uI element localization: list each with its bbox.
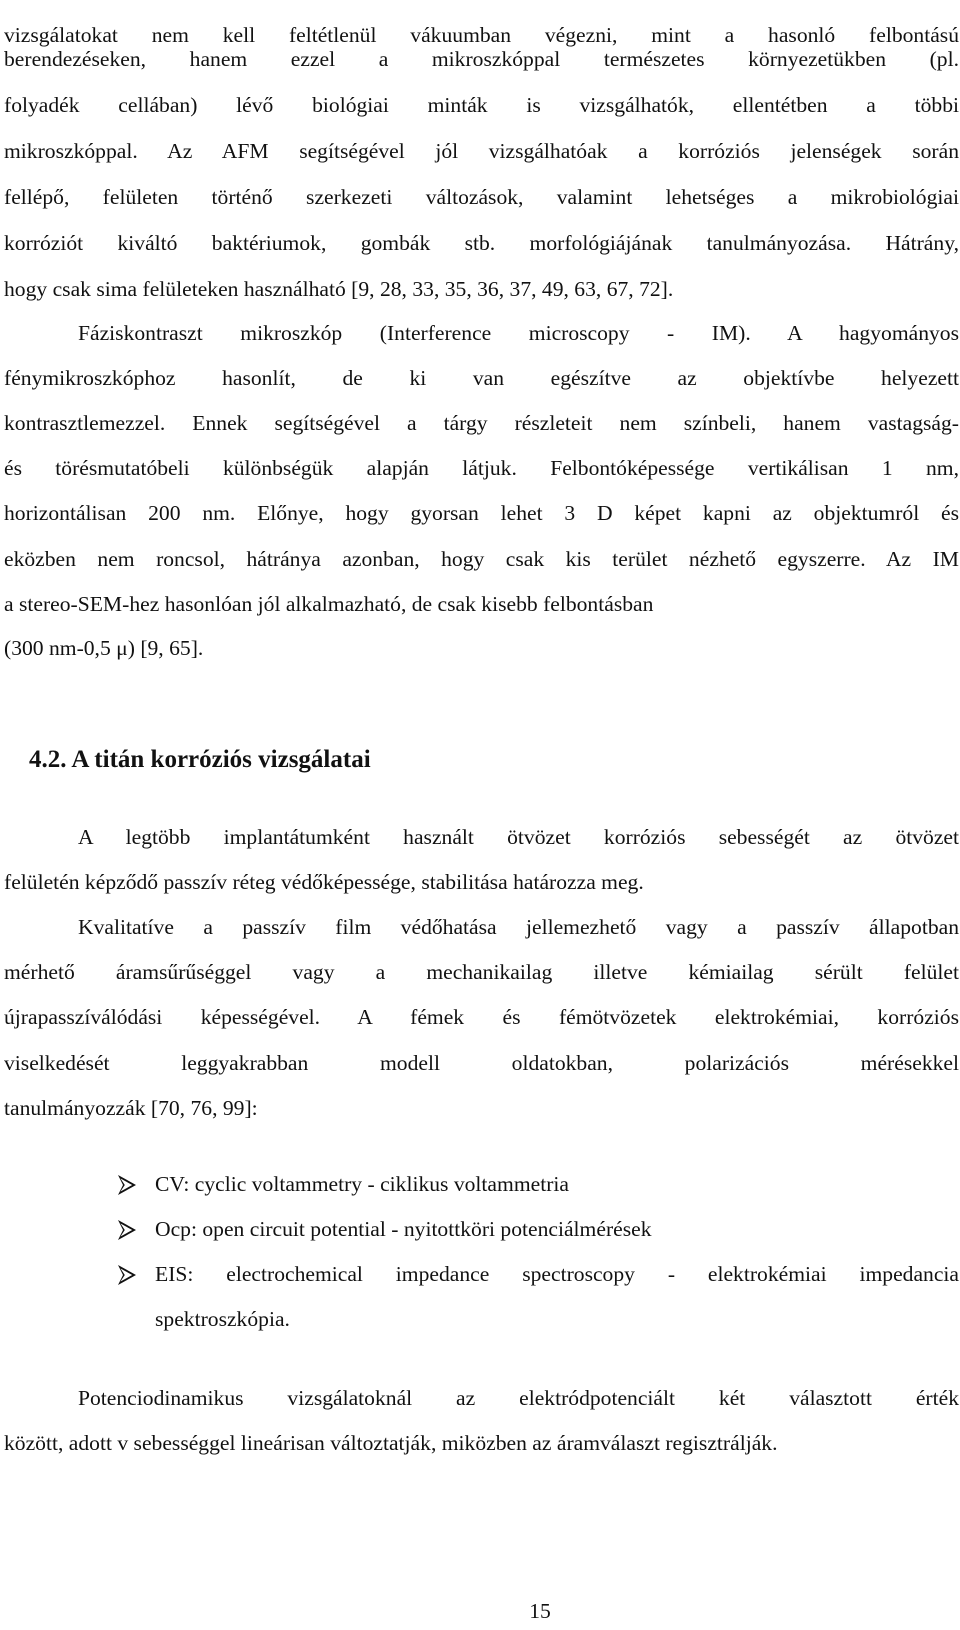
list-item-text: CV: cyclic voltammetry - ciklikus voltammetria [155,1172,569,1196]
text-line: újrapasszíválódási képességével. A fémek és fémötvözetek elektrokémiai, korróziós [4,1005,959,1029]
arrowhead-bullet-icon [115,1173,139,1197]
text-line: eközben nem roncsol, hátránya azonban, hogy csak kis terület nézhető egyszerre. Az IM [4,547,959,571]
text-line: Fáziskontraszt mikroszkóp (Interference microscopy - IM). A hagyományos [78,321,959,345]
page-number: 15 [529,1599,551,1623]
text-line: mikroszkóppal. Az AFM segítségével jól vizsgálhatóak a korróziós jelenségek során [4,139,959,163]
text-line: hogy csak sima felületeken használható [9, 28, 33, 35, 36, 37, 49, 63, 67, 72]. [4,277,674,301]
text-line: Kvalitatíve a passzív film védőhatása jellemezhető vagy a passzív állapotban [78,915,959,939]
text-line: horizontálisan 200 nm. Előnye, hogy gyorsan lehet 3 D képet kapni az objektumról és [4,501,959,525]
text-line: viselkedését leggyakrabban modell oldatokban, polarizációs mérésekkel [4,1051,959,1075]
text-line: a stereo-SEM-hez hasonlóan jól alkalmazható, de csak kisebb felbontásban [4,592,654,616]
text-line: fénymikroszkóphoz hasonlít, de ki van egészítve az objektívbe helyezett [4,366,959,390]
text-line: fellépő, felületen történő szerkezeti változások, valamint lehetséges a mikrobiológiai [4,185,959,209]
text-line: mérhető áramsűrűséggel vagy a mechanikailag illetve kémiailag sérült felület [4,960,959,984]
text-line: folyadék cellában) lévő biológiai minták is vizsgálhatók, ellentétben a többi [4,93,959,117]
text-line: tanulmányozzák [70, 76, 99]: [4,1096,258,1120]
text-line: (300 nm-0,5 μ) [9, 65]. [4,636,204,660]
text-line: kontrasztlemezzel. Ennek segítségével a tárgy részleteit nem színbeli, hanem vastagság- [4,411,959,435]
text-line: berendezéseken, hanem ezzel a mikroszkóppal természetes környezetükben (pl. [4,47,959,71]
text-line: korróziót kiváltó baktériumok, gombák stb. morfológiájának tanulmányozása. Hátrány, [4,231,959,255]
text-line: Potenciodinamikus vizsgálatoknál az elektródpotenciált két választott érték [78,1386,959,1410]
arrowhead-bullet-icon [115,1218,139,1242]
text-line: között, adott v sebességgel lineárisan változtatják, miközben az áramválaszt regisztrálják. [4,1431,778,1455]
document-page [4,0,959,1630]
list-item-text: spektroszkópia. [155,1307,290,1331]
text-line: és törésmutatóbeli különbségük alapján látjuk. Felbontóképessége vertikálisan 1 nm, [4,456,959,480]
list-item-text: EIS: electrochemical impedance spectroscopy - elektrokémiai impedancia [155,1262,959,1286]
list-item-text: Ocp: open circuit potential - nyitottköri potenciálmérések [155,1217,652,1241]
text-line: felületén képződő passzív réteg védőképessége, stabilitása határozza meg. [4,870,644,894]
text-line: A legtöbb implantátumként használt ötvözet korróziós sebességét az ötvözet [78,825,959,849]
arrowhead-bullet-icon [115,1263,139,1287]
section-heading: 4.2. A titán korróziós vizsgálatai [29,746,371,773]
text-line: vizsgálatokat nem kell feltétlenül vákuumban végezni, mint a hasonló felbontású [4,23,959,47]
